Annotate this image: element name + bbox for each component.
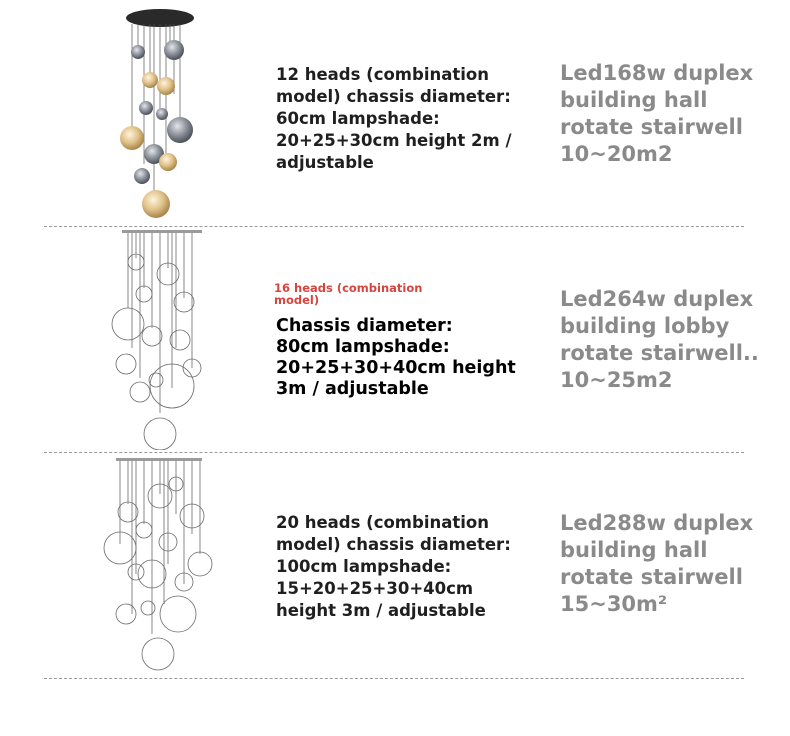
product-heads-note: 16 heads (combination model) xyxy=(274,281,423,307)
lamp-image-20-heads xyxy=(102,454,214,676)
lamp-image-16-heads xyxy=(108,228,210,450)
product-row-2 xyxy=(0,226,790,452)
product-power-text: Led168w duplex building hall rotate stairwell 10~20m2 xyxy=(560,61,754,166)
product-row-1 xyxy=(0,0,790,226)
product-spec-text: 12 heads (combination model) chassis diameter: 60cm lampshade: 20+25+30cm height 2m / adjustable xyxy=(276,65,512,172)
product-power-text: Led264w duplex building lobby rotate stairwell.. 10~25m2 xyxy=(560,287,759,392)
product-spec-text: 20 heads (combination model) chassis diameter: 100cm lampshade: 15+20+25+30+40cm height 3m / adjustable xyxy=(276,513,511,620)
product-power-text: Led288w duplex building hall rotate stairwell 15~30m² xyxy=(560,511,754,616)
lamp-image-12-heads xyxy=(110,4,210,222)
product-row-3 xyxy=(0,452,790,678)
row-divider xyxy=(44,678,744,679)
product-spec-text: Chassis diameter: 80cm lampshade: 20+25+30+40cm height 3m / adjustable xyxy=(276,316,516,399)
